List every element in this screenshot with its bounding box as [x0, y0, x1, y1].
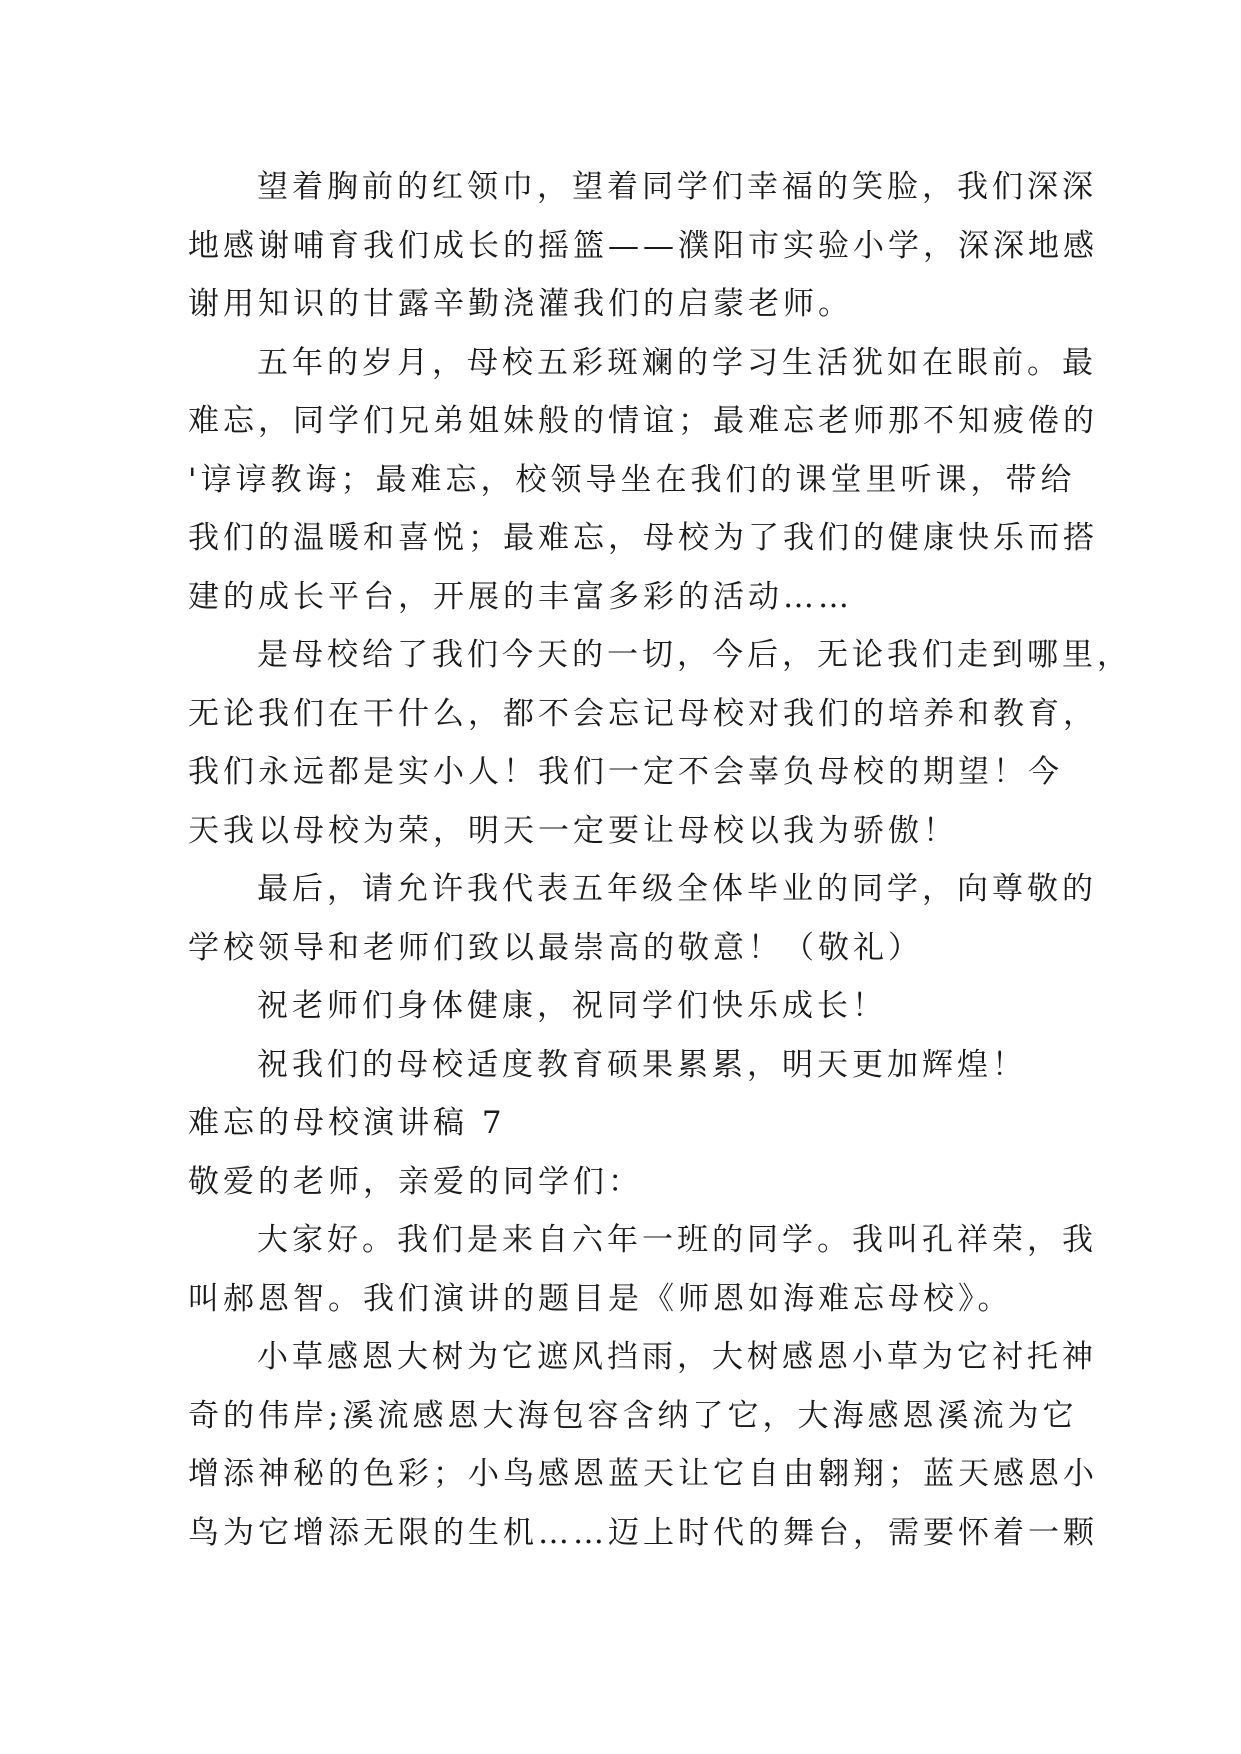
text-line: 学校领导和老师们致以最崇高的敬意！（敬礼） — [188, 929, 923, 966]
text-line: 无论我们在干什么，都不会忘记母校对我们的培养和教育， — [188, 695, 1098, 732]
text-line: 五年的岁月，母校五彩斑斓的学习生活犹如在眼前。最 — [257, 344, 1097, 381]
text-line: 大家好。我们是来自六年一班的同学。我叫孔祥荣，我 — [257, 1222, 1097, 1258]
salutation: 敬爱的老师，亲爱的同学们： — [188, 1163, 643, 1200]
text-line: 地感谢哺育我们成长的摇篮——濮阳市实验小学，深深地感 — [188, 227, 1098, 264]
text-line: 谢用知识的甘露辛勤浇灌我们的启蒙老师。 — [188, 286, 853, 322]
text-line: 我们的温暖和喜悦；最难忘，母校为了我们的健康快乐而搭 — [188, 520, 1098, 556]
text-line: '谆谆教诲；最难忘，校领导坐在我们的课堂里听课，带给 — [188, 461, 1076, 498]
text-line: 鸟为它增添无限的生机……迈上时代的舞台，需要怀着一颗 — [188, 1514, 1098, 1551]
text-line: 祝老师们身体健康，祝同学们快乐成长！ — [257, 988, 887, 1024]
text-line: 我们永远都是实小人！我们一定不会辜负母校的期望！今 — [188, 754, 1063, 790]
document-body — [188, 158, 1132, 1562]
text-line: 难忘，同学们兄弟姐妹般的情谊；最难忘老师那不知疲倦的 — [188, 403, 1098, 439]
text-line: 建的成长平台，开展的丰富多彩的活动…… — [188, 578, 853, 615]
text-line: 增添神秘的色彩；小鸟感恩蓝天让它自由翱翔；蓝天感恩小 — [188, 1456, 1098, 1492]
text-line: 小草感恩大树为它遮风挡雨，大树感恩小草为它衬托神 — [257, 1339, 1097, 1375]
text-line: 叫郝恩智。我们演讲的题目是《师恩如海难忘母校》。 — [188, 1280, 1013, 1317]
text-line: 奇的伟岸;溪流感恩大海包容含纳了它，大海感恩溪流为它 — [188, 1397, 1078, 1434]
text-line: 最后，请允许我代表五年级全体毕业的同学，向尊敬的 — [257, 871, 1097, 907]
text-line: 天我以母校为荣，明天一定要让母校以我为骄傲！ — [188, 812, 958, 849]
section-heading: 难忘的母校演讲稿 7 — [188, 1105, 506, 1141]
text-line: 望着胸前的红领巾，望着同学们幸福的笑脸，我们深深 — [257, 169, 1097, 205]
text-line: 是母校给了我们今天的一切，今后，无论我们走到哪里， — [257, 637, 1132, 673]
text-line: 祝我们的母校适度教育硕果累累，明天更加辉煌！ — [257, 1046, 1027, 1083]
